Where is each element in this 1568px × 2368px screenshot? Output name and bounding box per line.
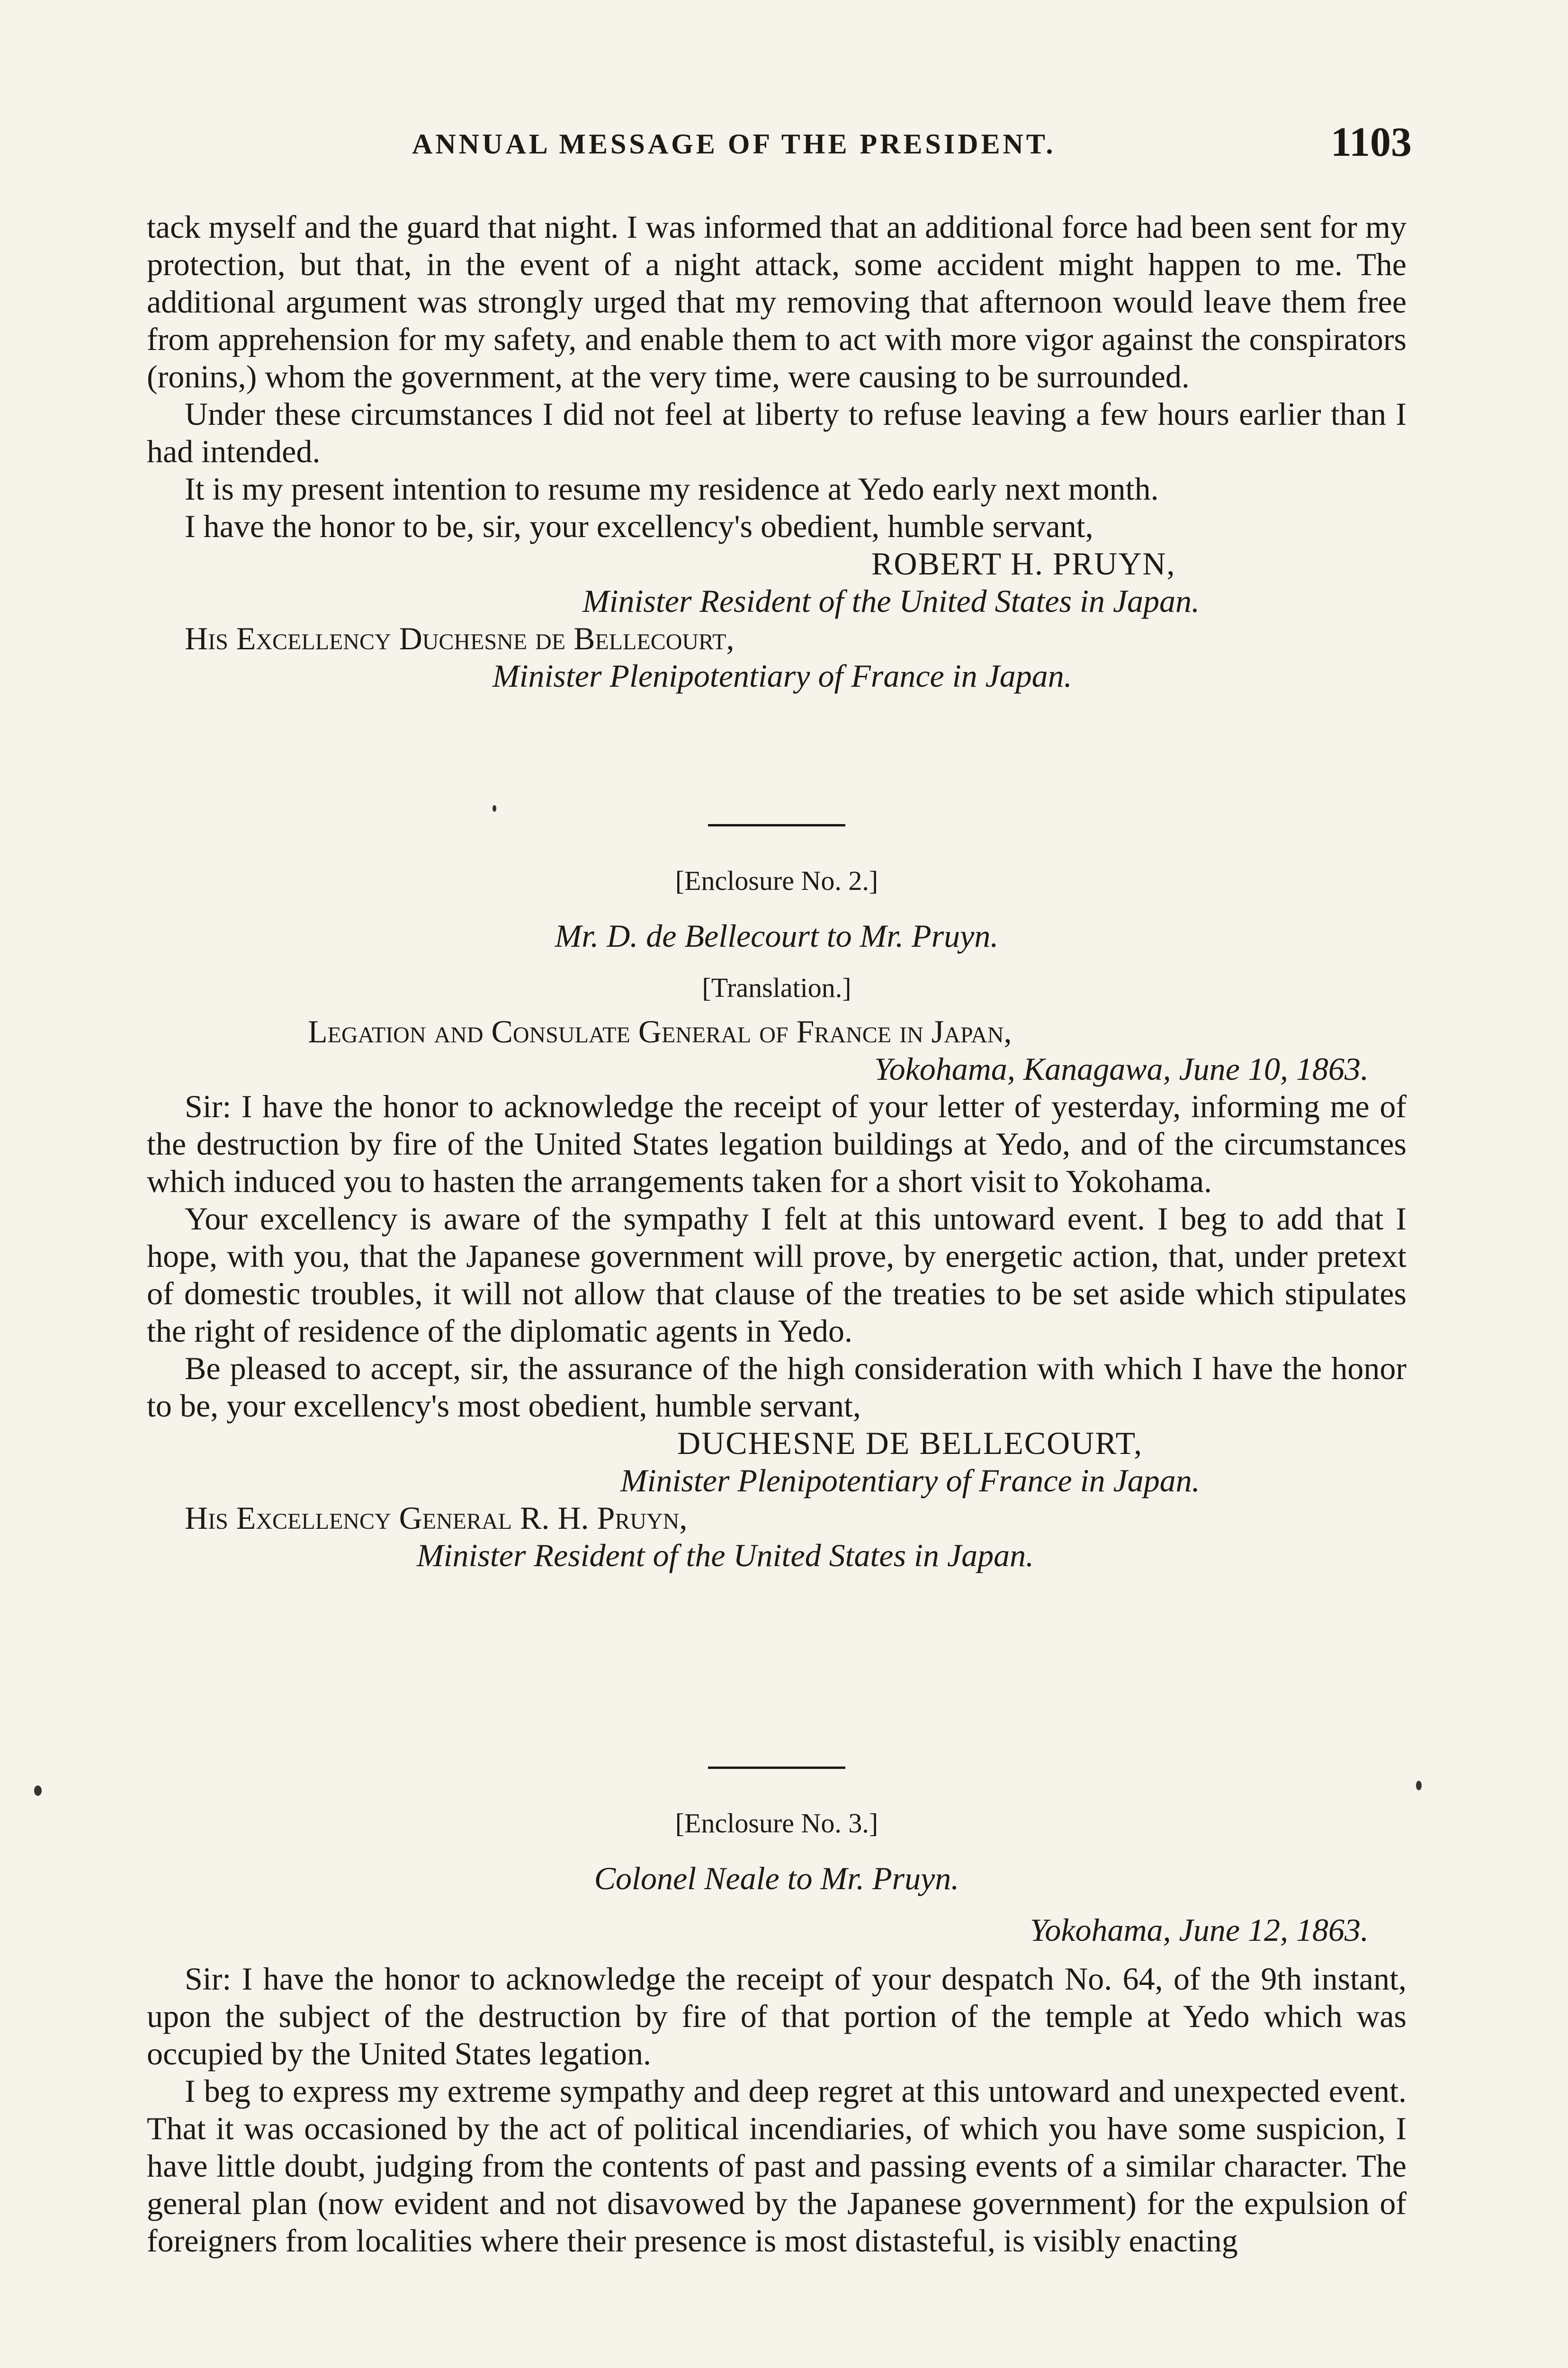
print-speck (1416, 1781, 1422, 1790)
letter-heading: Mr. D. de Bellecourt to Mr. Pruyn. (555, 918, 999, 954)
addressee-title: Minister Resident of the United States in Japan. (417, 1537, 1034, 1573)
signature-title: Minister Resident of the United States in Japan. (582, 583, 1200, 619)
date-line: Yokohama, Kanagawa, June 10, 1863. (874, 1051, 1369, 1087)
enclosure-2 (147, 824, 1407, 1574)
print-speck (34, 1785, 42, 1796)
signature-title: Minister Plenipotentiary of France in Japan. (620, 1462, 1200, 1498)
translation-note: [Translation.] (702, 972, 851, 1003)
print-speck (493, 805, 496, 812)
paragraph: It is my present intention to resume my residence at Yedo early next month. (185, 471, 1159, 507)
enclosure-label: [Enclosure No. 3.] (675, 1808, 878, 1839)
addressee: His Excellency General R. H. Pruyn, (185, 1500, 688, 1536)
paragraph: Your excellency is aware of the sympathy I felt at this untoward event. I beg to add that I hope, with you, that the Japanese government will prove, by energetic action, that, under pretext of domestic troubles, it will not allow that clause of the treaties to be set aside which stipulates the right of residence of the diplomatic agents in Yedo. (147, 1201, 1407, 1349)
paragraph: Be pleased to accept, sir, the assurance of the high consideration with which I have the honor to be, your excellency's most obedient, humble servant, (147, 1350, 1407, 1424)
letter-heading: Colonel Neale to Mr. Pruyn. (594, 1860, 959, 1896)
section-divider (708, 824, 845, 826)
running-head: ANNUAL MESSAGE OF THE PRESIDENT. (412, 128, 1056, 160)
signature: ROBERT H. PRUYN, (871, 546, 1176, 582)
letter-continuation (147, 208, 1407, 695)
closing-line: I have the honor to be, sir, your excellency's obedient, humble servant, (185, 508, 1093, 544)
paragraph: Sir: I have the honor to acknowledge the receipt of your letter of yesterday, informing me of the destruction by fire of the United States legation buildings at Yedo, and of the circumstances which induced you to hasten the arrangements taken for a short visit to Yokohama. (147, 1088, 1407, 1199)
section-divider (708, 1767, 845, 1769)
addressee: His Excellency Duchesne de Bellecourt, (185, 620, 735, 656)
page-number: 1103 (1330, 119, 1412, 165)
place-line: Legation and Consulate General of France in Japan, (308, 1014, 1012, 1049)
paragraph: I beg to express my extreme sympathy and deep regret at this untoward and unexpected event. That it was occasioned by the act of political incendiaries, of which you have some suspicion, I have little doubt, judging from the contents of past and passing events of a similar character. The general plan (now evident and not disavowed by the Japanese government) for the expulsion of foreigners from localities where their presence is most distasteful, is visibly enacting (147, 2073, 1407, 2259)
enclosure-3 (147, 1767, 1407, 2260)
signature: DUCHESNE DE BELLECOURT, (677, 1425, 1143, 1461)
paragraph: Under these circumstances I did not feel at liberty to refuse leaving a few hours earlier than I had intended. (147, 396, 1407, 469)
paragraph: Sir: I have the honor to acknowledge the receipt of your despatch No. 64, of the 9th instant, upon the subject of the destruction by fire of that portion of the temple at Yedo which was occupied by the United States legation. (147, 1961, 1407, 2072)
addressee-title: Minister Plenipotentiary of France in Japan. (493, 658, 1072, 694)
page-header (147, 118, 1412, 170)
date-line: Yokohama, June 12, 1863. (1030, 1912, 1369, 1948)
paragraph: tack myself and the guard that night. I was informed that an additional force had been sent for my protection, but that, in the event of a night attack, some accident might happen to me. The additional argument was strongly urged that my removing that afternoon would leave them free from apprehension for my safety, and enable them to act with more vigor against the conspirators (ronins,) whom the government, at the very time, were causing to be surrounded. (147, 209, 1407, 395)
enclosure-label: [Enclosure No. 2.] (675, 865, 878, 896)
